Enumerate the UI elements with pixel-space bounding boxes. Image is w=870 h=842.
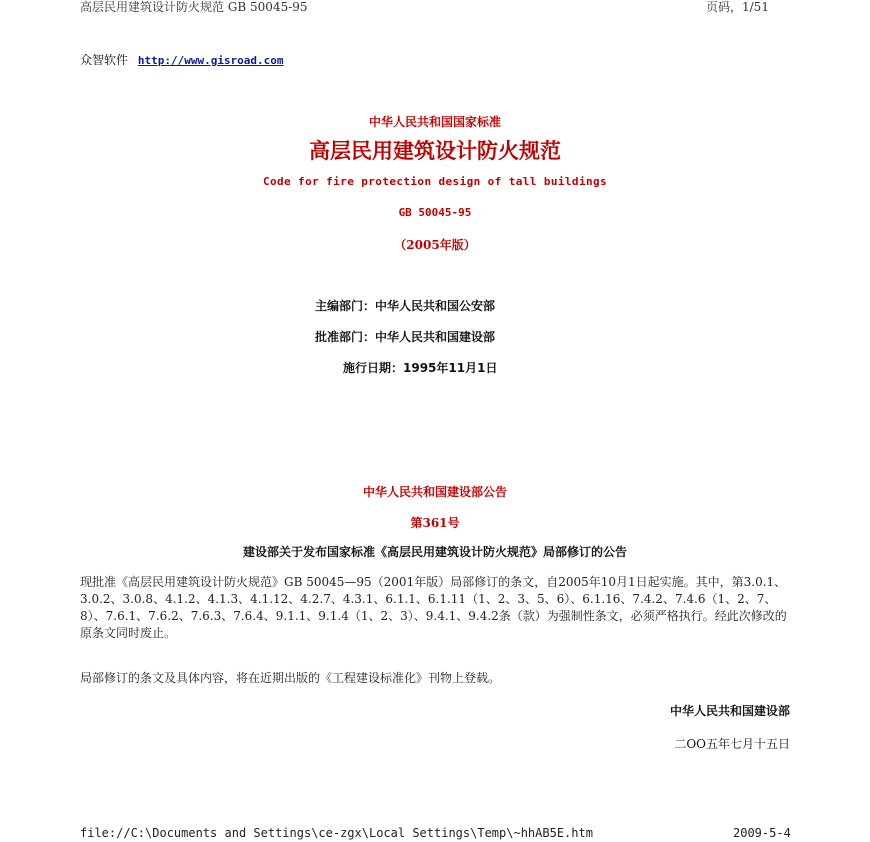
notice-number: 第361号 <box>410 516 460 530</box>
header-doc-title: 高层民用建筑设计防火规范 GB 50045-95 <box>80 0 308 14</box>
national-standard-label: 中华人民共和国国家标准 <box>368 115 501 129</box>
notice-date: 二OO五年七月十五日 <box>674 737 790 751</box>
notice-paragraph-2: 局部修订的条文及具体内容，将在近期出版的《工程建设标准化》刊物上登载。 <box>80 671 501 685</box>
notice-heading: 中华人民共和国建设部公告 <box>362 485 507 499</box>
document-title: 高层民用建筑设计防火规范 <box>309 139 561 163</box>
header-page-number: 页码，1/51 <box>706 0 769 14</box>
footer-date: 2009-5-4 <box>733 826 791 840</box>
english-title: Code for fire protection design of tall buildings <box>262 175 608 188</box>
notice-signature: 中华人民共和国建设部 <box>669 704 790 718</box>
page-footer <box>80 826 792 840</box>
footer-file-path: file://C:\Documents and Settings\ce-zgx\Local Settings\Temp\~hhAB5E.htm <box>80 826 593 840</box>
page-header <box>0 0 870 16</box>
approval-department: 批准部门：中华人民共和国建设部 <box>315 330 496 344</box>
editor-department: 主编部门：中华人民共和国公安部 <box>315 299 496 313</box>
edition-label: （2005年版） <box>394 238 476 252</box>
site-name: 众智软件 <box>80 53 129 67</box>
effective-date: 施行日期：1995年11月1日 <box>343 361 498 375</box>
notice-paragraph-1: 现批准《高层民用建筑设计防火规范》GB 50045—95（2001年版）局部修订的条文，自2005年10月1日起实施。其中，第3.0.1、3.0.2、3.0.8、4.1.2、4.1.3、4.1.12、4.2.7、4.3.1、6.1.1、6.1.11（1、2、3、5、6）、6.1.16、7.4.2、7.4.6（1、2、7、8）、7.6.1、7.6.2、7.6.3、7.6.4、9.1.1、9.1.4（1、2、3）、9.4.1、9.4.2条（款）为强制性条文，必须严格执行。经此次修改的原条文同时废止。 <box>80 575 787 640</box>
standard-code: GB 50045-95 <box>398 206 472 219</box>
site-link[interactable]: http://www.gisroad.com <box>137 54 284 67</box>
site-line <box>80 52 284 69</box>
notice-title: 建设部关于发布国家标准《高层民用建筑设计防火规范》局部修订的公告 <box>242 545 627 559</box>
